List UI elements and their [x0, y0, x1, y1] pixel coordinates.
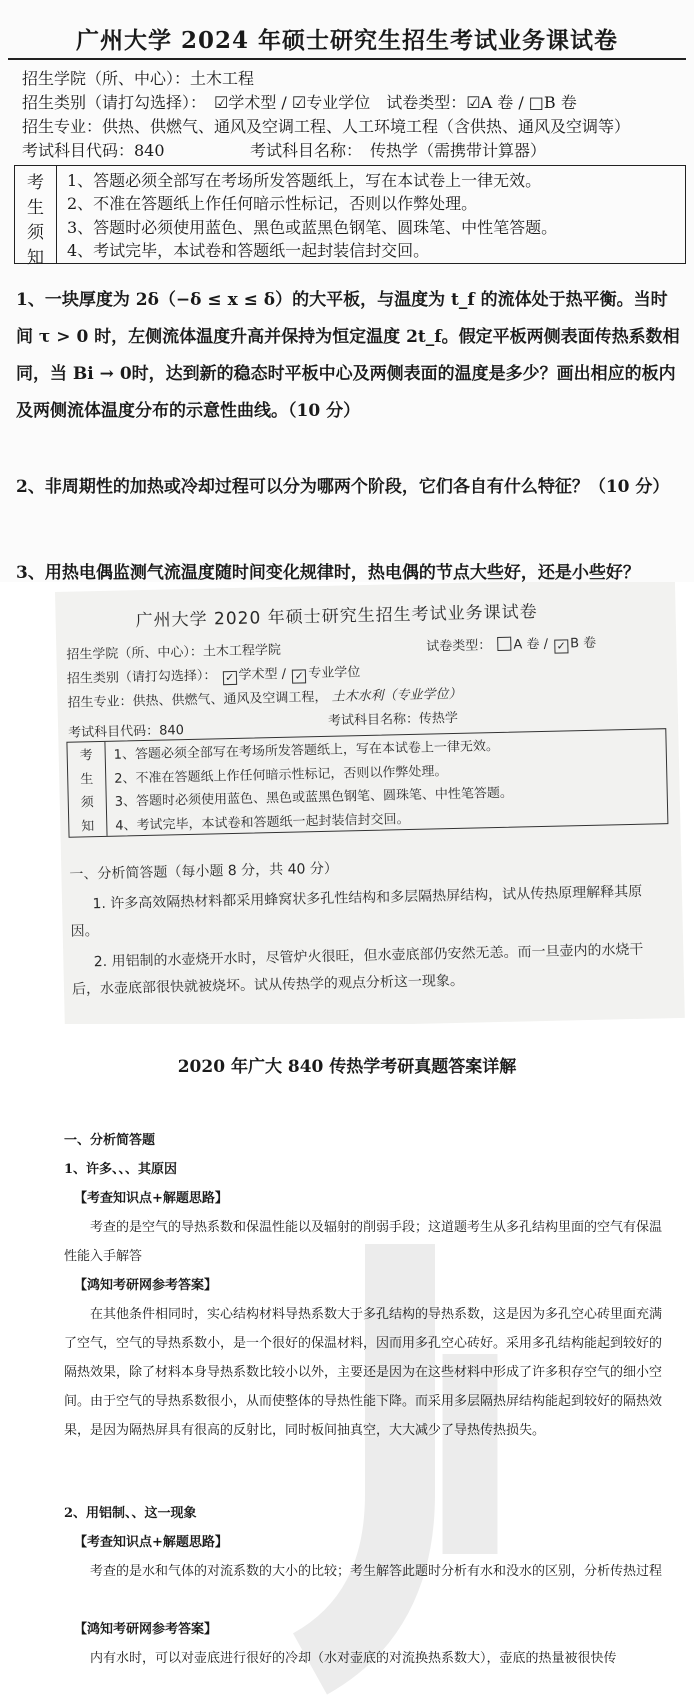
subject-code: 考试科目代码：840: [68, 723, 185, 741]
major-line: 招生专业：供热、供燃气、通风及空调工程、人工环境工程（含供热、通风及空调等）: [22, 117, 631, 136]
paper-sheet: [55, 582, 685, 1024]
question-2: 2、非周期性的加热或冷却过程可以分为哪两个阶段，它们各自有什么特征？（10 分）: [16, 477, 670, 497]
rule-item: 2、不准在答题纸上作任何暗示性标记，否则以作弊处理。: [67, 194, 478, 214]
rule-item: 4、考试完毕，本试卷和答题纸一起封装信封交回。: [115, 811, 410, 834]
college-line: 招生学院（所、中心）：土木工程学院: [66, 642, 282, 663]
major-line: 招生专业：供热、供燃气、通风及空调工程， 土木水利（专业学位）: [67, 686, 462, 711]
section-heading: 一、分析简答题（每小题 8 分，共 40 分）: [69, 860, 339, 883]
notice-rules: [67, 166, 685, 263]
checkbox-professional-checked: ✓: [292, 669, 306, 683]
exam-paper-2020-photo: [0, 582, 694, 1024]
notice-box: [14, 165, 686, 268]
subject-code: 考试科目代码：840: [22, 141, 165, 160]
answer-label: 【鸿知考研网参考答案】: [74, 1622, 218, 1637]
subject-name: 考试科目名称： 传热学（需携带计算器）: [250, 141, 547, 160]
q2-knowledge: 考查的是水和气体的对流系数的大小的比较；考生解答此题时分析有水和没水的区别，分析传热过程: [90, 1564, 663, 1579]
q1-knowledge: 考查的是空气的导热系数和保温性能以及辐射的削弱手段；这道题考生从多孔结构里面的空气有保温性能入手解答: [64, 1220, 663, 1264]
category-line: 招生类别（请打勾选择）： ☑学术型 / ☑专业学位 试卷类型：☑A 卷 / □B 卷: [22, 93, 577, 112]
answer-document: [0, 1024, 694, 1702]
section-heading: 一、分析简答题: [64, 1133, 156, 1148]
answer-title: 2020 年广大 840 传热学考研真题答案详解: [177, 1057, 517, 1077]
exam-title: 广州大学 2024 年硕士研究生招生考试业务课试卷: [75, 27, 619, 54]
q1-answer: 在其他条件相同时，实心结构材料导热系数大于多孔结构的导热系数，这是因为多孔空心砖里面充满了空气，空气的导热系数小，是一个很好的保温材料，因而用多孔空心砖好。采用多孔结构能起到较好的隔热效果，除了材料本身导热系数比较小以外，主要还是因为在这些材料中形成了许多积存空气的细小空间。由于空气的导热系数很小，从而使整体的导热性能下降。而采用多层隔热屏结构能起到较好的隔热效果，是因为隔热屏具有很高的反射比，同时板间抽真空，大大减少了导热传热损失。: [64, 1307, 663, 1438]
rule-item: 1、答题必须全部写在考场所发答题纸上，写在本试卷上一律无效。: [113, 739, 500, 763]
notice-box: [66, 728, 668, 838]
rule-item: 4、考试完毕，本试卷和答题纸一起封装信封交回。: [67, 240, 430, 260]
q2-answer: 内有水时，可以对壶底进行很好的冷却（水对壶底的对流换热系数大），壶底的热量被很快传: [90, 1651, 617, 1666]
notice-label: 考 生 须 知: [15, 166, 57, 263]
exam-paper-2024: [0, 0, 694, 582]
rule-item: 1、答题必须全部写在考场所发答题纸上，写在本试卷上一律无效。: [67, 171, 542, 191]
q1-heading: 1、许多、、、其原因: [64, 1162, 178, 1177]
checkbox-a: [497, 637, 511, 651]
divider: [8, 58, 686, 60]
exam-title: 广州大学 2020 年硕士研究生招生考试业务课试卷: [135, 602, 538, 632]
question-1: 1. 许多高效隔热材料都采用蜂窝状多孔性结构和多层隔热屏结构，试从传热原理解释其原因。: [70, 883, 643, 940]
college-line: 招生学院（所、中心）：土木工程: [22, 69, 255, 88]
knowledge-label: 【考查知识点+解题思路】: [74, 1535, 228, 1550]
question-2: 2. 用铝制的水壶烧开水时，尽管炉火很旺，但水壶底部仍安然无恙。而一旦壶内的水烧干后，水壶底部很快就被烧坏。试从传热学的观点分析这一现象。: [71, 941, 644, 998]
knowledge-label: 【考查知识点+解题思路】: [74, 1191, 228, 1206]
answer-label: 【鸿知考研网参考答案】: [74, 1278, 218, 1293]
question-1: 1、一块厚度为 2δ（−δ ≤ x ≤ δ）的大平板，与温度为 t_f 的流体处于热平衡。当时间 τ > 0 时，左侧流体温度升高并保持为恒定温度 2t_f。假定平板两侧表面传热系数相同，当 Bi → 0时，达到新的稳态时平板中心及两侧表面的温度是多少？画出相应的板内及两侧流体温度分布的示意性曲线。（10 分）: [16, 290, 680, 421]
paper-type: 试卷类型： A 卷 / ✓ B 卷: [426, 635, 597, 655]
notice-label: 考 生 须 知: [67, 742, 107, 837]
checkbox-academic-checked: ✓: [222, 671, 236, 685]
subject-name: 考试科目名称：传热学: [327, 710, 459, 729]
question-3: 3、用热电偶监测气流温度随时间变化规律时，热电偶的节点大些好，还是小些好？: [16, 563, 640, 582]
rule-item: 3、答题时必须使用蓝色、黑色或蓝黑色钢笔、圆珠笔、中性笔答题。: [114, 785, 514, 810]
q2-heading: 2、用铝制、、这一现象: [64, 1506, 197, 1521]
handwritten-note: 土木水利（专业学位）: [331, 686, 462, 705]
checkbox-b-checked: ✓: [554, 639, 568, 653]
notice-rules: [113, 729, 667, 835]
category-line: 招生类别（请打勾选择）： ✓ 学术型 / ✓ 专业学位: [66, 665, 361, 687]
rule-item: 3、答题时必须使用蓝色、黑色或蓝黑色钢笔、圆珠笔、中性笔答题。: [67, 217, 558, 237]
rule-item: 2、不准在答题纸上作任何暗示性标记，否则以作弊处理。: [114, 763, 448, 787]
